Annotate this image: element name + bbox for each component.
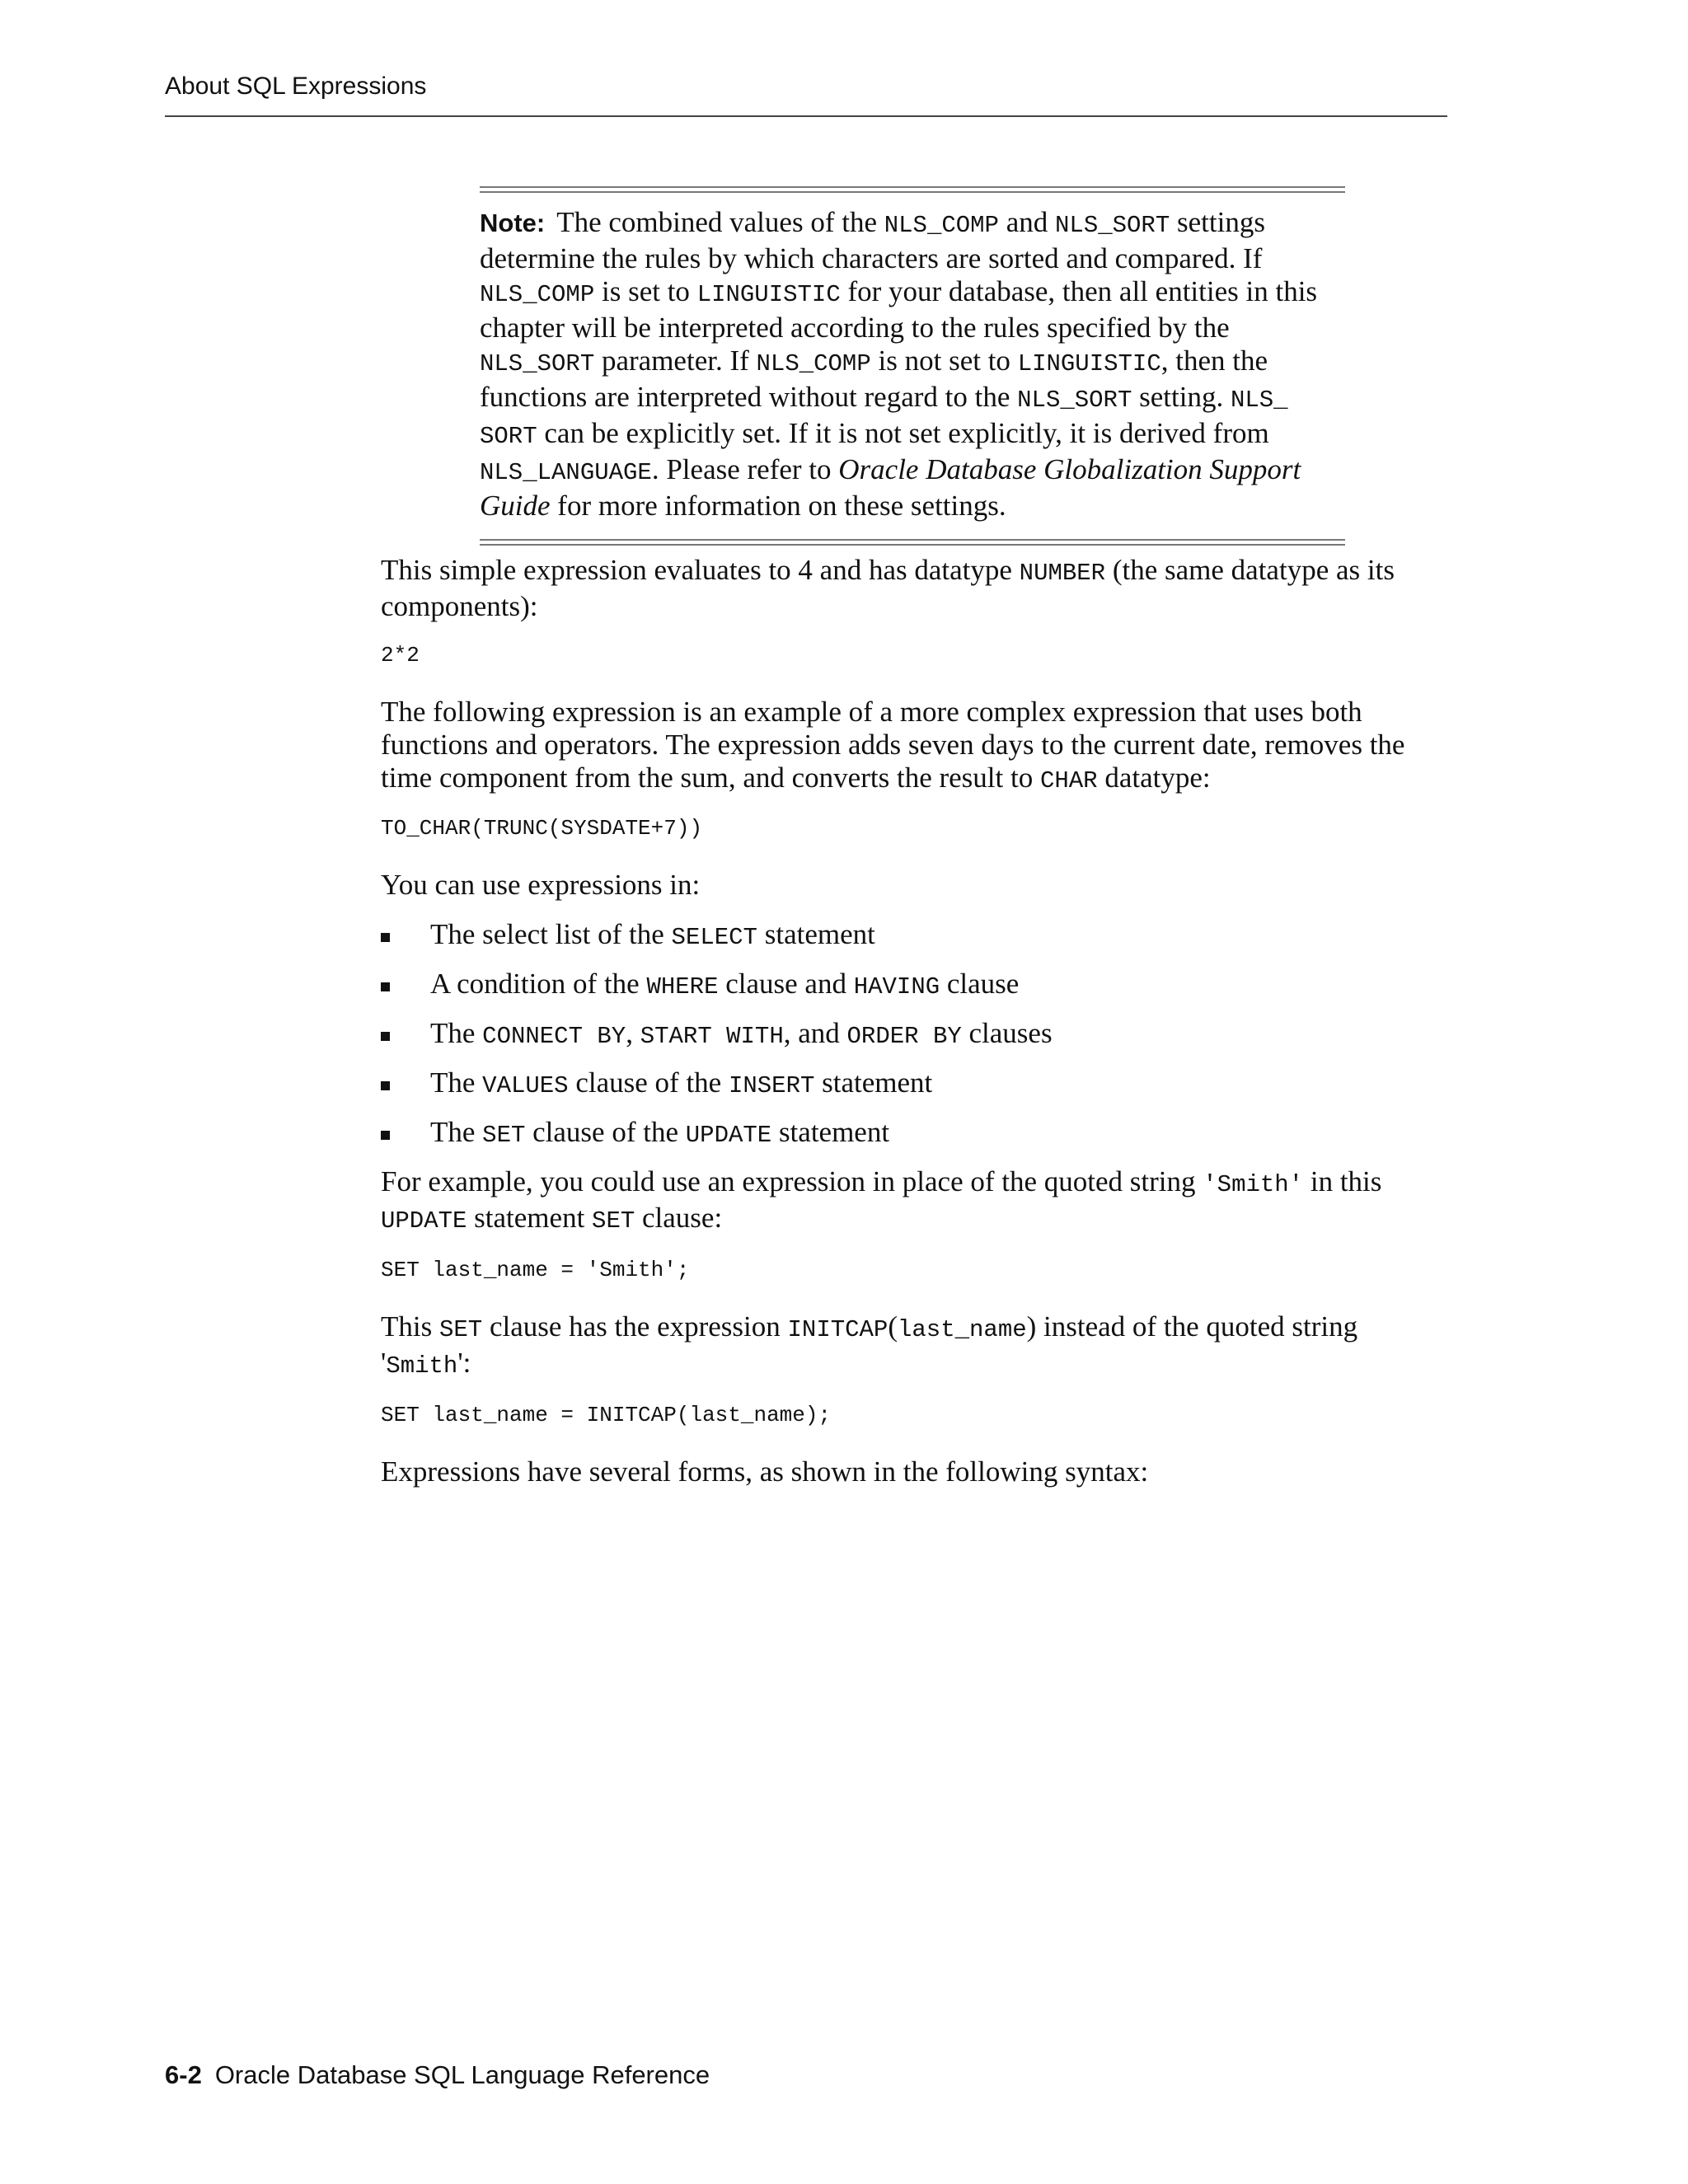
- note-text-part: setting.: [1132, 381, 1231, 413]
- text: The: [430, 1116, 483, 1148]
- list-item: [381, 1116, 1444, 1149]
- note-label: Note:: [480, 209, 546, 237]
- list-item: [381, 1066, 1444, 1099]
- note-text-part: can be explicitly set. If it is not set explicitly, it is derived from: [537, 417, 1269, 449]
- text: clause of the: [525, 1116, 686, 1148]
- code-nls-comp: NLS_COMP: [756, 350, 871, 377]
- text: clause: [940, 968, 1020, 1000]
- note-text-part: parameter. If: [594, 344, 757, 377]
- inline-code: VALUES: [482, 1072, 569, 1099]
- code-nls-comp: NLS_COMP: [480, 281, 595, 308]
- inline-code: SET: [438, 1316, 483, 1343]
- list-item: [381, 1017, 1444, 1050]
- paragraph: [381, 696, 1444, 798]
- bullet-square-icon: [381, 1131, 390, 1140]
- text: clause:: [635, 1202, 723, 1234]
- text: A condition of the: [430, 968, 647, 1000]
- text: in this: [1303, 1165, 1382, 1197]
- paragraph: [381, 1310, 1444, 1383]
- code-nls-sort: NLS_SORT: [1055, 212, 1170, 239]
- text: clause has the expression: [482, 1310, 788, 1343]
- note-text-part: settings determine the rules by which characters are sorted and compared. If: [480, 206, 1265, 274]
- inline-code: INITCAP: [787, 1316, 889, 1343]
- book-title-footer: Oracle Database SQL Language Reference: [214, 2060, 710, 2089]
- code-nls-sort: NLS_SORT: [1017, 387, 1132, 414]
- note-text: [480, 206, 1345, 523]
- note-text-part: is set to: [594, 275, 697, 307]
- text: datatype:: [1097, 762, 1211, 794]
- page-number: 6-2: [165, 2060, 202, 2089]
- note-top-rule: [480, 186, 1345, 193]
- inline-code: CONNECT BY: [482, 1023, 626, 1050]
- text: statement: [771, 1116, 890, 1148]
- inline-code: UPDATE: [381, 1207, 467, 1235]
- note-text-part: for more information on these settings.: [550, 490, 1006, 522]
- text: clause of the: [568, 1066, 729, 1099]
- text: The: [430, 1066, 483, 1099]
- bullet-square-icon: [381, 1081, 390, 1090]
- text: statement: [814, 1066, 933, 1099]
- paragraph: [381, 554, 1444, 623]
- header-rule: [165, 115, 1447, 117]
- paragraph: You can use expressions in:: [381, 869, 701, 901]
- code-nls-sort: NLS_SORT: [480, 350, 595, 377]
- inline-code: ORDER BY: [846, 1023, 962, 1050]
- note-box: [480, 186, 1345, 546]
- list-item: [381, 918, 1444, 951]
- bullet-square-icon: [381, 933, 390, 942]
- note-text-part: and: [998, 206, 1056, 238]
- inline-code: HAVING: [853, 973, 940, 1001]
- inline-code: Smith: [386, 1352, 458, 1380]
- note-text-part: is not set to: [870, 344, 1018, 377]
- inline-code: CHAR: [1039, 767, 1098, 794]
- text: The select list of the: [430, 918, 672, 950]
- book-title: Guide: [480, 490, 551, 522]
- note-text-part: , then the functions are interpreted without regard to the: [480, 344, 1268, 413]
- code-nls-language: NLS_LANGUAGE: [480, 459, 652, 486]
- inline-code: NUMBER: [1019, 560, 1106, 587]
- text: clause and: [718, 968, 854, 1000]
- text: clauses: [961, 1017, 1053, 1049]
- list-item: [381, 968, 1444, 1001]
- text: ':: [457, 1347, 471, 1379]
- code-linguistic: LINGUISTIC: [1017, 350, 1161, 377]
- text: statement: [467, 1202, 593, 1234]
- paragraph: Expressions have several forms, as shown in the following syntax:: [381, 1455, 1149, 1488]
- body-content: [381, 554, 1444, 1488]
- text: ,: [626, 1017, 640, 1049]
- inline-code: SET: [482, 1122, 526, 1149]
- inline-code: SET: [592, 1207, 635, 1235]
- note-text-part: . Please refer to: [651, 453, 839, 485]
- bullet-list: [381, 918, 1444, 1149]
- paragraph: [381, 1165, 1444, 1238]
- code-nls-sort-part2: SORT: [480, 423, 537, 450]
- bullet-square-icon: [381, 1032, 390, 1041]
- code-linguistic: LINGUISTIC: [696, 281, 841, 308]
- text: , and: [783, 1017, 847, 1049]
- inline-code: last_name: [898, 1316, 1027, 1343]
- text: The following expression is an example of a more complex expression that uses both functions and operators. The expression adds seven days to the current date, removes the time component from the sum, and converts the result to: [381, 696, 1405, 794]
- code-example: 2*2: [381, 643, 420, 668]
- text: (: [888, 1310, 898, 1343]
- code-example: SET last_name = 'Smith';: [381, 1258, 690, 1282]
- inline-code: INSERT: [728, 1072, 815, 1099]
- code-nls-sort-part1: NLS_: [1230, 387, 1288, 414]
- code-nls-comp: NLS_COMP: [884, 212, 999, 239]
- note-text-part: for your database, then all entities in this chapter will be interpreted according to the rules specified by the: [480, 275, 1318, 344]
- inline-code: WHERE: [646, 973, 719, 1001]
- bullet-square-icon: [381, 982, 390, 991]
- inline-code: 'Smith': [1203, 1171, 1304, 1198]
- text: (the same datatype as its components):: [381, 554, 1395, 622]
- code-example: SET last_name = INITCAP(last_name);: [381, 1403, 832, 1427]
- inline-code: START WITH: [640, 1023, 784, 1050]
- text: For example, you could use an expression in place of the quoted string: [381, 1165, 1203, 1197]
- running-footer: [165, 2060, 710, 2090]
- text: The: [430, 1017, 483, 1049]
- note-text-part: The combined values of the: [556, 206, 884, 238]
- text: This simple expression evaluates to 4 and has datatype: [381, 554, 1020, 586]
- text: statement: [757, 918, 875, 950]
- code-example: TO_CHAR(TRUNC(SYSDATE+7)): [381, 816, 703, 841]
- inline-code: SELECT: [671, 924, 757, 951]
- text: ) instead of the quoted string ': [381, 1310, 1358, 1379]
- note-bottom-rule: [480, 539, 1345, 546]
- running-header: About SQL Expressions: [165, 73, 427, 100]
- text: This: [381, 1310, 439, 1343]
- inline-code: UPDATE: [685, 1122, 772, 1149]
- book-title: Oracle Database Globalization Support: [838, 453, 1301, 485]
